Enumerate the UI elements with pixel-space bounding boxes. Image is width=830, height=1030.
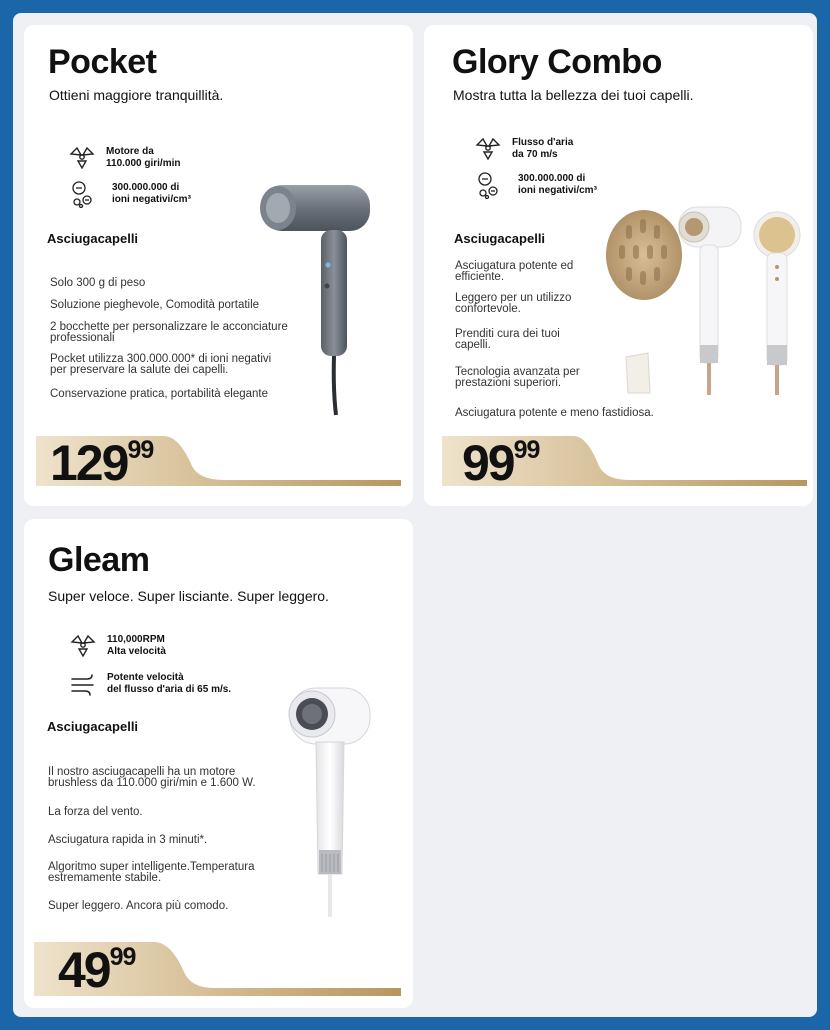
bullet: Solo 300 g di peso bbox=[50, 277, 146, 289]
product-card-pocket bbox=[24, 25, 413, 506]
price-integer: 99 bbox=[462, 435, 514, 491]
product-title: Pocket bbox=[48, 43, 157, 81]
price-tag bbox=[50, 435, 154, 491]
product-title: Gleam bbox=[48, 541, 150, 579]
price-decimals: 99 bbox=[109, 943, 136, 971]
price-tag bbox=[462, 435, 540, 491]
feature-rpm bbox=[69, 634, 166, 658]
feature-text: Potente velocità del flusso d'aria di 65 m/s. bbox=[107, 672, 232, 695]
feature-airflow bbox=[69, 672, 231, 696]
bullet: Soluzione pieghevole, Comodità portatile bbox=[50, 299, 260, 311]
bullet: 2 bocchette per personalizzare le acconciature professionali bbox=[50, 321, 288, 344]
bullet: Prenditi cura dei tuoi capelli. bbox=[455, 328, 560, 351]
bullet: Leggero per un utilizzo confortevole. bbox=[455, 292, 572, 315]
ion-icon bbox=[474, 137, 502, 161]
feature-text: 300.000.000 di ioni negativi/cm³ bbox=[112, 182, 191, 205]
product-card-gleam bbox=[24, 519, 413, 1008]
bullet: La forza del vento. bbox=[48, 806, 143, 818]
bullet: Algoritmo super intelligente.Temperatura estremamente stabile. bbox=[48, 861, 255, 884]
feature-text: 300.000.000 di ioni negativi/cm³ bbox=[518, 173, 597, 196]
price-decimals: 99 bbox=[513, 436, 540, 464]
product-tagline: Mostra tutta la bellezza dei tuoi capelli. bbox=[453, 87, 694, 103]
bullet: Asciugatura rapida in 3 minuti*. bbox=[48, 834, 208, 846]
bullet: Il nostro asciugacapelli ha un motore brushless da 110.000 giri/min e 1.600 W. bbox=[48, 766, 256, 789]
negative-ion-icon bbox=[70, 180, 96, 208]
bullet: Pocket utilizza 300.000.000* di ioni negativi per preservare la salute dei capelli. bbox=[50, 353, 272, 376]
section-heading: Asciugacapelli bbox=[47, 719, 139, 734]
feature-text: 110,000RPM Alta velocità bbox=[107, 634, 166, 657]
price-integer: 49 bbox=[58, 942, 110, 998]
feature-text: Motore da 110.000 giri/min bbox=[106, 146, 181, 169]
negative-ion-icon bbox=[476, 171, 502, 199]
product-tagline: Ottieni maggiore tranquillità. bbox=[49, 87, 224, 103]
price-integer: 129 bbox=[50, 435, 128, 491]
feature-ions bbox=[70, 180, 191, 208]
section-heading: Asciugacapelli bbox=[454, 231, 546, 246]
bullet: Super leggero. Ancora più comodo. bbox=[48, 900, 229, 912]
pocket-dryer-image bbox=[254, 175, 379, 420]
feature-motor bbox=[68, 146, 181, 170]
product-tagline: Super veloce. Super lisciante. Super leggero. bbox=[48, 588, 329, 604]
bullet: Asciugatura potente e meno fastidiosa. bbox=[455, 407, 654, 419]
ion-icon bbox=[69, 634, 97, 658]
price-decimals: 99 bbox=[127, 436, 154, 464]
feature-ions bbox=[476, 171, 597, 199]
bullet: Conservazione pratica, portabilità elegante bbox=[50, 388, 268, 400]
glory-combo-image bbox=[604, 175, 809, 400]
gleam-dryer-image bbox=[286, 684, 376, 919]
wind-icon bbox=[69, 672, 97, 696]
ion-icon bbox=[68, 146, 96, 170]
feature-text: Flusso d'aria da 70 m/s bbox=[512, 137, 574, 160]
product-title: Glory Combo bbox=[452, 43, 662, 81]
section-heading: Asciugacapelli bbox=[47, 231, 139, 246]
bullet: Asciugatura potente ed efficiente. bbox=[455, 260, 574, 283]
price-tag bbox=[58, 942, 136, 998]
product-card-glory-combo bbox=[424, 25, 813, 506]
bullet: Tecnologia avanzata per prestazioni superiori. bbox=[455, 366, 580, 389]
feature-airflow bbox=[474, 137, 573, 161]
